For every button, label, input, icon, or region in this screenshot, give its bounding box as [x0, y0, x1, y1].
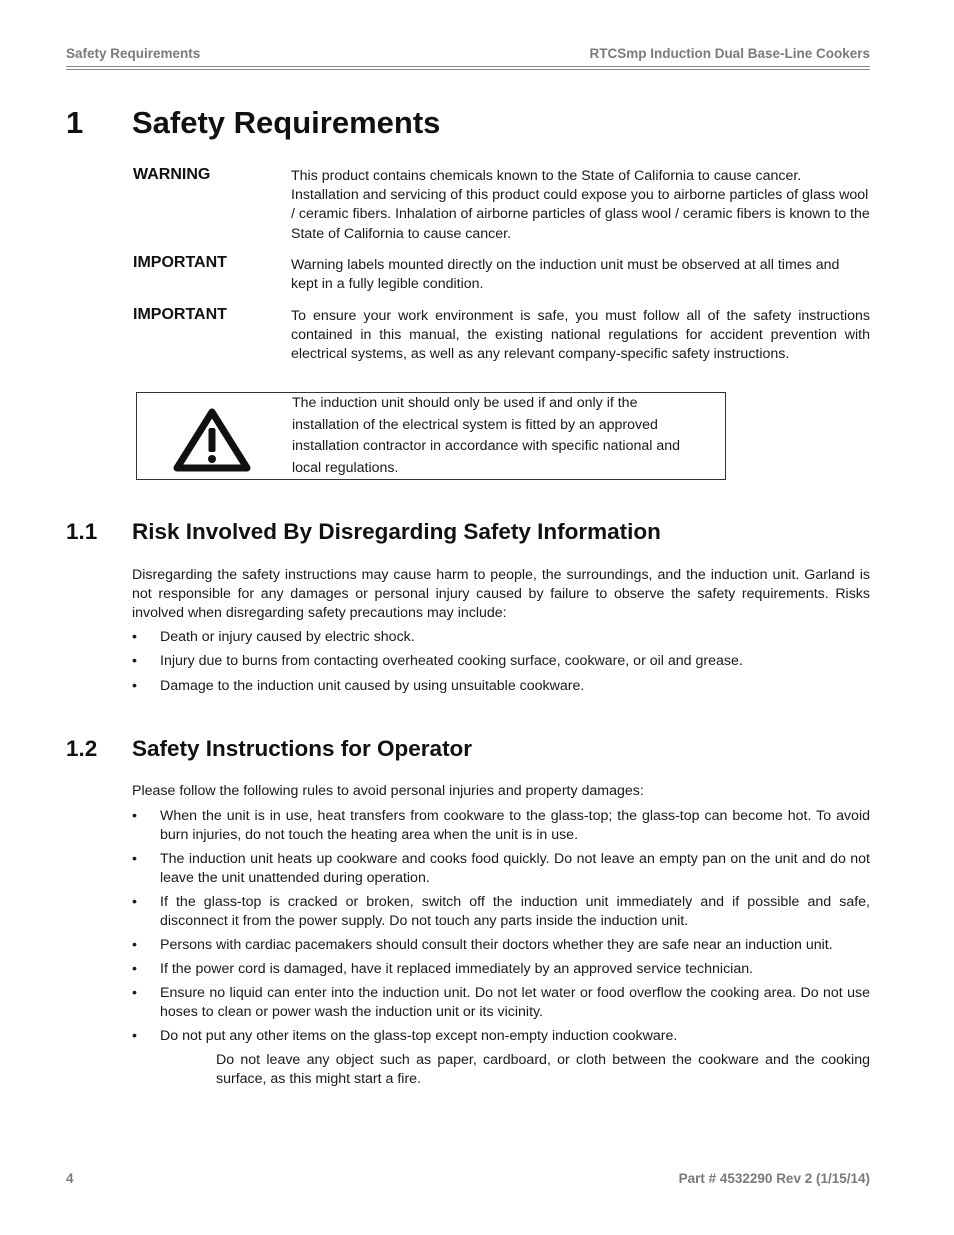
warning-line: installation of the electrical system is fitted by an approved	[292, 416, 658, 433]
warning-triangle-icon	[173, 407, 251, 473]
warning-line: The induction unit should only be used if and only if the	[292, 395, 638, 411]
list-item	[132, 677, 870, 696]
bullet-icon: •	[132, 937, 137, 953]
section-1-2-intro: Please follow the following rules to avoid personal injuries and property damages:	[132, 783, 644, 799]
list-item	[132, 807, 870, 845]
section-1-1-intro: Disregarding the safety instructions may cause harm to people, the surroundings, and the induction unit. Garland is not responsible for any damages or personal injury caused by failure to observe the safety requirements. Risks involved when disregarding safety precautions may include:	[132, 567, 870, 621]
bullet-icon: •	[132, 808, 137, 824]
electrical-warning-box	[136, 392, 726, 480]
bullet-icon: •	[132, 985, 137, 1001]
note-text-important: To ensure your work environment is safe, you must follow all of the safety instructions contained in this manual, the existing national regulations for accident prevention with electrical systems, as well as any relevant company-specific safety instructions.	[291, 308, 870, 363]
list-item-text: The induction unit heats up cookware and cooks food quickly. Do not leave an empty pan on the unit and do not leave the unit unattended during operation.	[160, 851, 870, 886]
note-label-warning: WARNING	[133, 166, 211, 183]
list-item-text: Injury due to burns from contacting overheated cooking surface, cookware, or oil and grease.	[160, 653, 743, 669]
list-item-text: Death or injury caused by electric shock.	[160, 629, 415, 645]
list-item	[132, 652, 870, 671]
list-item	[132, 984, 870, 1022]
bullet-icon: •	[132, 851, 137, 867]
list-item-text: Ensure no liquid can enter into the induction unit. Do not let water or food overflow the cooking area. Do not use hoses to clean or power wash the induction unit or its vicinity.	[160, 985, 870, 1020]
note-label-important: IMPORTANT	[133, 306, 227, 323]
operator-rules-list	[132, 807, 870, 1046]
section-title: Risk Involved By Disregarding Safety Information	[132, 519, 661, 544]
header-rule	[66, 66, 870, 67]
page-number: 4	[66, 1171, 74, 1186]
list-item	[132, 628, 870, 647]
bullet-icon: •	[132, 653, 137, 669]
header-rule	[66, 69, 870, 70]
list-item	[132, 893, 870, 931]
note-label-important: IMPORTANT	[133, 254, 227, 271]
list-item-text: When the unit is in use, heat transfers from cookware to the glass-top; the glass-top can become hot. To avoid burn injuries, do not touch the heating area when the unit is in use.	[160, 808, 870, 843]
fire-hazard-note: Do not leave any object such as paper, cardboard, or cloth between the cookware and the cooking surface, as this might start a fire.	[216, 1052, 870, 1087]
note-text-important: Warning labels mounted directly on the induction unit must be observed at all times and kept in a fully legible condition.	[291, 257, 840, 293]
section-number: 1.2	[66, 736, 98, 761]
chapter-title: Safety Requirements	[132, 105, 441, 140]
section-title: Safety Instructions for Operator	[132, 736, 473, 761]
list-item-text: Persons with cardiac pacemakers should consult their doctors whether they are safe near an induction unit.	[160, 937, 833, 953]
list-item-text: Do not put any other items on the glass-top except non-empty induction cookware.	[160, 1028, 678, 1044]
running-header-title: RTCSmp Induction Dual Base-Line Cookers	[589, 46, 870, 61]
bullet-icon: •	[132, 961, 137, 977]
risk-list	[132, 628, 870, 696]
list-item	[132, 850, 870, 888]
list-item-text: If the power cord is damaged, have it replaced immediately by an approved service technician.	[160, 961, 754, 977]
electrical-warning-text	[292, 393, 712, 480]
warning-line: installation contractor in accordance with specific national and	[292, 438, 681, 455]
part-number: Part # 4532290 Rev 2 (1/15/14)	[678, 1171, 870, 1186]
list-item-text: If the glass-top is cracked or broken, switch off the induction unit immediately and if possible and safe, disconnect it from the power supply. Do not touch any parts inside the induction unit.	[160, 894, 870, 929]
list-item	[132, 960, 870, 979]
list-item	[132, 936, 870, 955]
list-item-text: Damage to the induction unit caused by using unsuitable cookware.	[160, 678, 585, 694]
section-number: 1.1	[66, 519, 98, 544]
running-header-section: Safety Requirements	[66, 46, 201, 61]
bullet-icon: •	[132, 894, 137, 910]
warning-line: local regulations.	[292, 460, 399, 477]
chapter-number: 1	[66, 105, 84, 140]
list-item	[132, 1027, 870, 1046]
bullet-icon: •	[132, 629, 137, 645]
note-text-warning: This product contains chemicals known to the State of California to cause cancer. Installation and servicing of this product could expose you to airborne particles of glass wool / ceramic fibers. Inhalation of airborne particles of glass wool / ceramic fibers is known to the State of California to cause cancer.	[291, 168, 870, 242]
bullet-icon: •	[132, 1028, 137, 1044]
bullet-icon: •	[132, 678, 137, 694]
